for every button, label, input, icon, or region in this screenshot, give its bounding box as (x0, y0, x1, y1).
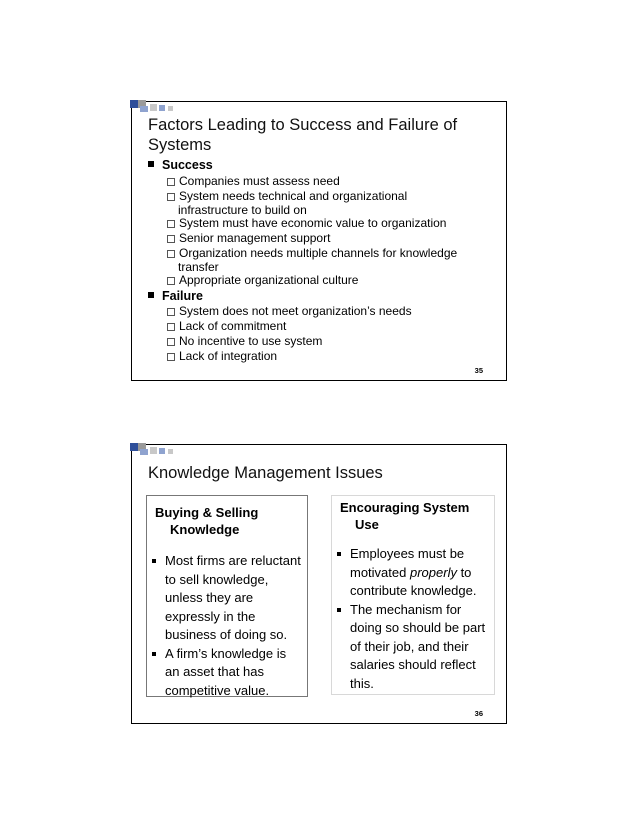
checkbox-bullet-icon (167, 220, 175, 228)
success-item: System needs technical and organizational infrastructure to build on (167, 190, 458, 217)
checkbox-bullet-icon (167, 338, 175, 346)
buying-selling-column (146, 495, 308, 697)
checkbox-bullet-icon (167, 250, 175, 258)
page-number: 35 (474, 366, 483, 375)
column-heading: Buying & Selling Knowledge (155, 505, 259, 537)
checkbox-bullet-icon (167, 308, 175, 316)
success-heading: Success (148, 158, 213, 173)
checkbox-bullet-icon (167, 235, 175, 243)
failure-item: System does not meet organization’s needs (167, 305, 487, 319)
slide-title: Knowledge Management Issues (148, 464, 383, 482)
list-item: A firm’s knowledge is an asset that has competitive value. (151, 645, 303, 701)
failure-heading: Failure (148, 289, 203, 304)
success-item: Organization needs multiple channels for knowledge transfer (167, 247, 488, 274)
slide-title: Factors Leading to Success and Failure of Systems (148, 116, 458, 154)
success-item: System must have economic value to organization (167, 217, 487, 231)
success-item: Senior management support (167, 232, 487, 246)
failure-item: Lack of commitment (167, 320, 487, 334)
list-item: Employees must be motivated properly to contribute knowledge. (336, 545, 490, 601)
checkbox-bullet-icon (167, 178, 175, 186)
slide-36 (131, 444, 507, 724)
success-item: Appropriate organizational culture (167, 274, 487, 288)
slide-decoration-squares (130, 100, 178, 114)
encouraging-use-column (331, 495, 495, 695)
success-item: Companies must assess need (167, 175, 487, 189)
checkbox-bullet-icon (167, 277, 175, 285)
checkbox-bullet-icon (167, 193, 175, 201)
slide-35 (131, 101, 507, 381)
page-number: 36 (474, 709, 483, 718)
checkbox-bullet-icon (167, 323, 175, 331)
column-heading: Encouraging System Use (340, 500, 470, 532)
square-bullet-icon (148, 292, 154, 298)
square-bullet-icon (148, 161, 154, 167)
slide-decoration-squares (130, 443, 178, 457)
failure-item: No incentive to use system (167, 335, 487, 349)
list-item: The mechanism for doing so should be part of their job, and their salaries should reflect this. (336, 601, 490, 694)
failure-item: Lack of integration (167, 350, 487, 364)
list-item: Most firms are reluctant to sell knowledge, unless they are expressly in the business of doing so. (151, 552, 303, 645)
checkbox-bullet-icon (167, 353, 175, 361)
column-list (336, 545, 490, 693)
column-list (151, 552, 303, 700)
